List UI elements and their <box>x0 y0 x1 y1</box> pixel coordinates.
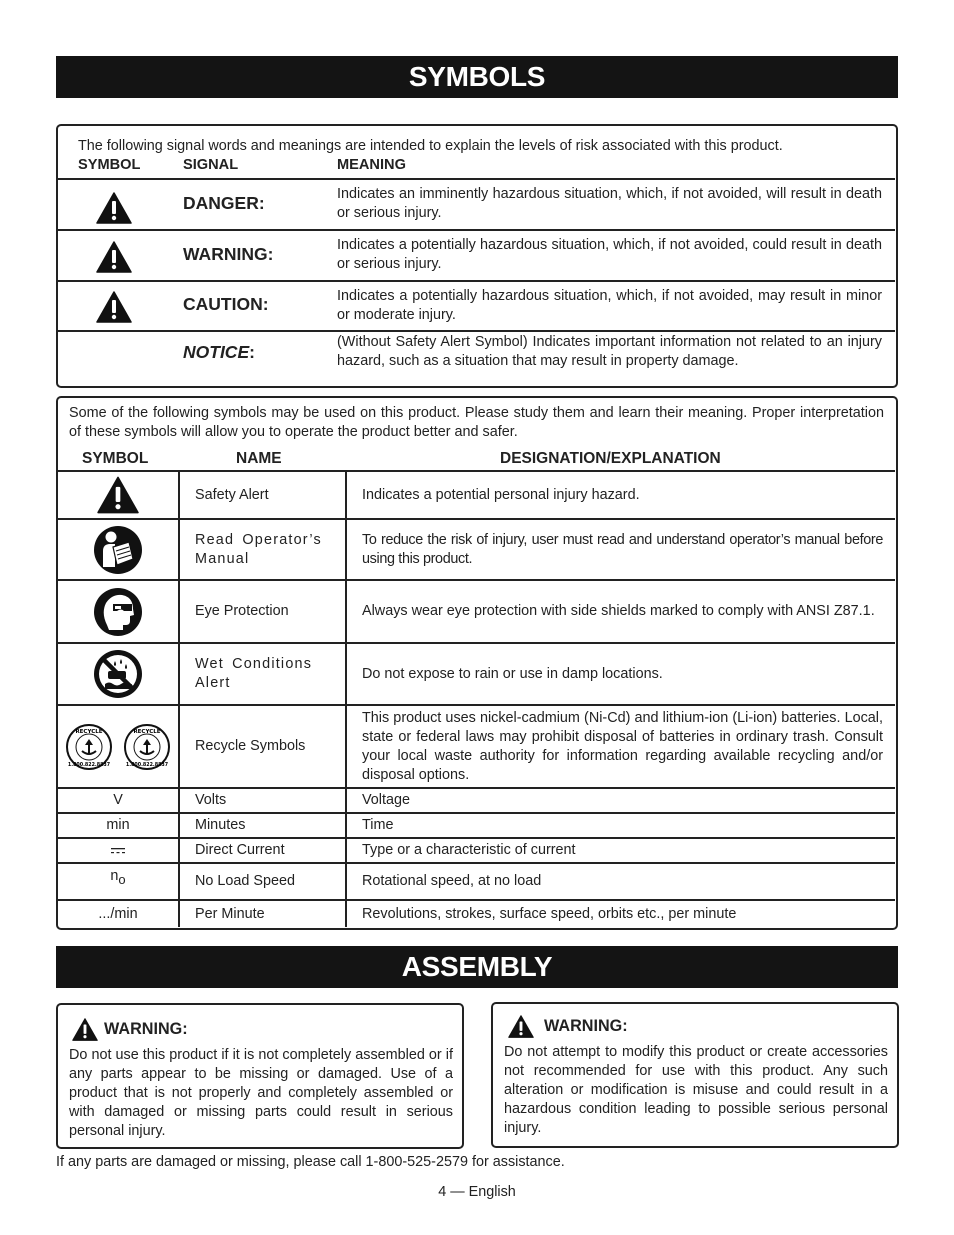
symbol-explanation: To reduce the risk of injury, user must read and understand operator’s manual before using this product. <box>362 531 883 567</box>
symbol-explanation: Always wear eye protection with side shields marked to comply with ANSI Z87.1. <box>362 603 875 619</box>
signal-word-warning: WARNING: <box>183 244 274 264</box>
signal-row-caution <box>58 280 895 330</box>
symbol-row-volts <box>58 787 895 812</box>
signal-meaning-danger: Indicates an imminently hazardous situation, which, if not avoided, will result in death or serious injury. <box>337 186 882 221</box>
symbol-row-wet-conditions <box>58 642 895 704</box>
recycle-seal-icon <box>123 723 171 771</box>
symbol-row-per-minute <box>58 899 895 927</box>
symbols-header-symbol: SYMBOL <box>82 450 149 467</box>
signal-intro: The following signal words and meanings are intended to explain the levels of risk associated with this product. <box>78 138 783 154</box>
safety-alert-icon <box>508 1015 534 1038</box>
signal-word-danger: DANGER: <box>183 193 265 213</box>
signal-header-symbol: SYMBOL <box>78 157 141 173</box>
recycle-seal-icon <box>65 723 113 771</box>
safety-alert-icon <box>96 291 132 323</box>
symbol-explanation: Do not expose to rain or use in damp locations. <box>362 665 663 682</box>
symbol-row-read-manual <box>58 518 895 579</box>
warning-text: Do not attempt to modify this product or create accessories not recommended for use with this product. Any such alteration or modification is misuse and could result in a hazardous condition leading to possible serious personal injury. <box>504 1044 888 1136</box>
signal-header-signal: SIGNAL <box>183 157 239 173</box>
symbol-glyph: V <box>113 792 123 808</box>
signal-header-meaning: MEANING <box>337 157 406 173</box>
symbol-explanation: Type or a characteristic of current <box>362 842 576 858</box>
signal-meaning-caution: Indicates a potentially hazardous situation, which, if not avoided, may result in minor or moderate injury. <box>337 288 882 323</box>
symbol-glyph: $n_o$ <box>110 868 126 887</box>
symbols-banner: SYMBOLS <box>56 56 898 98</box>
recycle-seal-top-text: RECYCLE <box>133 728 161 735</box>
signal-row-notice <box>58 330 895 384</box>
symbol-name: Volts <box>195 792 227 808</box>
signal-meaning-warning: Indicates a potentially hazardous situation, which, if not avoided, could result in death or serious injury. <box>337 237 882 272</box>
symbol-name: Wet Conditions Alert <box>195 656 313 691</box>
warning-text: Do not use this product if it is not completely assembled or if any parts appear to be missing or damaged. Use of a product that is not properly and completely assembled or with damaged or missing parts could result in serious personal injury. <box>69 1047 453 1139</box>
signal-word-notice: NOTICE: <box>183 342 255 362</box>
symbol-row-direct-current <box>58 837 895 862</box>
safety-alert-icon <box>96 241 132 273</box>
symbol-row-no-load-speed <box>58 862 895 899</box>
symbol-name: Minutes <box>195 817 246 833</box>
page-number: 4 — English <box>438 1184 516 1200</box>
symbol-glyph: .../min <box>98 905 138 922</box>
parts-assistance-note: If any parts are damaged or missing, please call 1-800-525-2579 for assistance. <box>56 1154 565 1170</box>
symbol-explanation: Revolutions, strokes, surface speed, orbits etc., per minute <box>362 905 737 922</box>
recycle-seal-bottom-text: 1.800.822.8837 <box>67 762 111 768</box>
recycle-seal-top-text: RECYCLE <box>75 728 103 735</box>
symbols-box <box>56 396 898 930</box>
read-manual-icon <box>93 525 143 575</box>
recycle-seal-bottom-text: 1.800.822.8837 <box>125 762 169 768</box>
symbol-name: No Load Speed <box>195 873 296 889</box>
symbol-row-minutes <box>58 812 895 837</box>
signal-words-box <box>56 124 898 388</box>
symbol-row-recycle <box>58 704 895 787</box>
symbol-name: Direct Current <box>195 842 285 858</box>
signal-row-warning <box>58 229 895 280</box>
symbol-name: Recycle Symbols <box>195 738 306 754</box>
symbol-name: Per Minute <box>195 905 265 922</box>
symbol-row-eye-protection <box>58 579 895 642</box>
symbol-name: Read Operator’s Manual <box>195 531 322 567</box>
signal-row-danger <box>58 178 895 229</box>
warning-title: WARNING: <box>72 1018 188 1041</box>
symbol-name: Safety Alert <box>195 486 269 503</box>
assembly-banner: ASSEMBLY <box>56 946 898 988</box>
safety-alert-icon <box>97 476 139 514</box>
symbol-explanation: Time <box>362 817 394 833</box>
signal-meaning-notice: (Without Safety Alert Symbol) Indicates important information not related to an injury hazard, such as a situation that may result in property damage. <box>337 334 882 369</box>
symbol-explanation: Rotational speed, at no load <box>362 873 542 889</box>
signal-word-caution: CAUTION: <box>183 294 269 314</box>
wet-conditions-icon <box>93 649 143 699</box>
symbol-row-safety-alert <box>58 470 895 518</box>
symbol-explanation: Indicates a potential personal injury hazard. <box>362 486 640 503</box>
symbol-explanation: This product uses nickel-cadmium (Ni-Cd) and lithium-ion (Li-ion) batteries. Local, state or federal laws may prohibit disposal of batteries in ordinary trash. Consult your local waste authority for information regarding available recycling and/or disposal options. <box>362 709 883 783</box>
assembly-warning-left <box>56 1003 464 1149</box>
symbol-glyph: min <box>106 817 130 833</box>
symbol-explanation: Voltage <box>362 792 411 808</box>
safety-alert-icon <box>72 1018 98 1041</box>
safety-alert-icon <box>96 192 132 224</box>
assembly-warning-right <box>491 1002 899 1148</box>
symbol-name: Eye Protection <box>195 603 289 619</box>
eye-protection-icon <box>93 587 143 637</box>
symbols-header-designation: DESIGNATION/EXPLANATION <box>500 450 721 467</box>
warning-title: WARNING: <box>508 1015 628 1038</box>
direct-current-icon <box>111 847 125 855</box>
symbols-header-name: NAME <box>236 450 282 467</box>
symbols-intro: Some of the following symbols may be used on this product. Please study them and learn their meaning. Proper interpretation of these symbols will allow you to operate the product better and safer. <box>69 405 884 440</box>
